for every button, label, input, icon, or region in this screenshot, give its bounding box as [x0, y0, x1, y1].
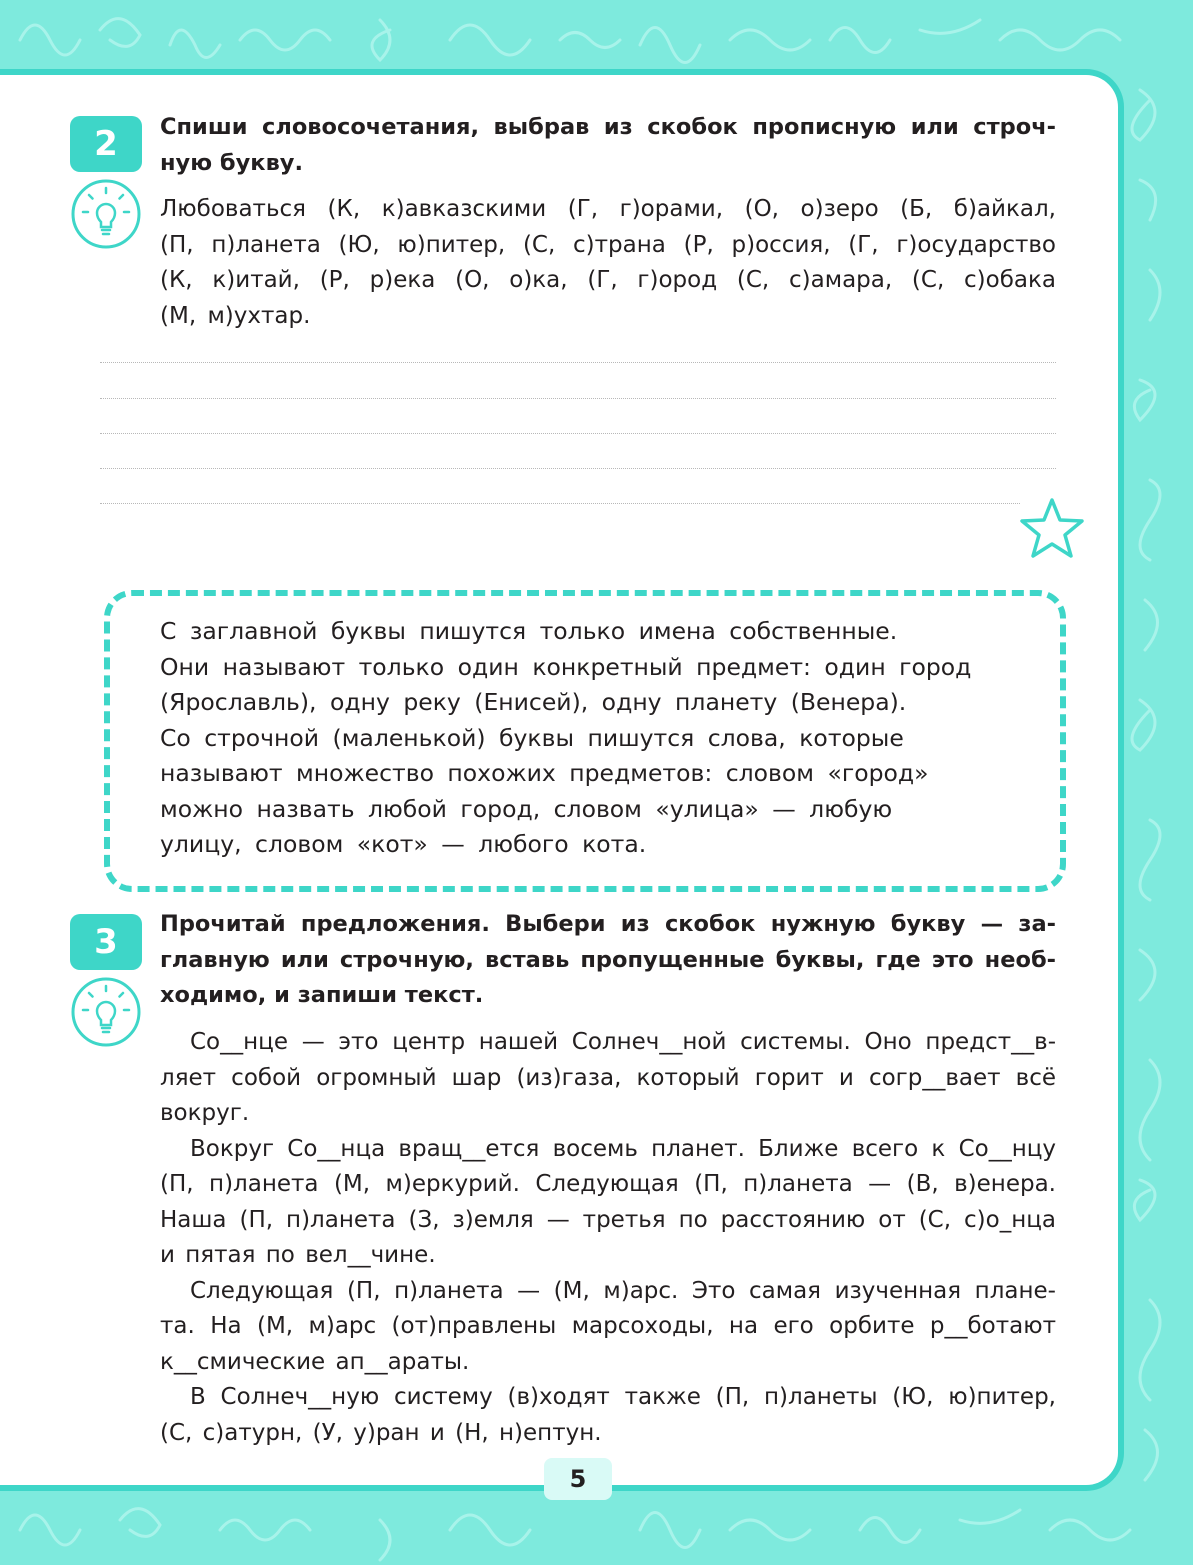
task2-title-line: ную букву. [160, 149, 304, 176]
task3-text-line: Со__нце — это центр нашей Солнеч__ной системы. Оно предст__в- [190, 1029, 1056, 1055]
task3-text-line: Наша (П, п)ланета (З, з)емля — третья по расстоянию от (С, с)о_нца [160, 1206, 1056, 1233]
writing-line[interactable] [100, 433, 1056, 434]
task3-text-line: Вокруг Со__нца вращ__ется восемь планет. Ближе всего к Со__нцу [190, 1135, 1056, 1162]
task3-text-line: (С, с)атурн, (У, у)ран и (Н, н)ептун. [160, 1419, 602, 1446]
task-number-badge: 3 [70, 914, 142, 970]
task3-text-line: В Солнеч__ную систему (в)ходят также (П, п)ланеты (Ю, ю)питер, [190, 1384, 1056, 1410]
task2-text-line: (М, м)ухтар. [160, 302, 311, 329]
task3-text-line: к__смические ап__араты. [160, 1348, 470, 1375]
task2-text-line: (К, к)итай, (Р, р)ека (О, о)ка, (Г, г)ород (С, с)амара, (С, с)обака [160, 267, 1056, 293]
task2-text-line: Любоваться (К, к)авказскими (Г, г)орами, (О, о)зеро (Б, б)айкал, [160, 196, 1056, 222]
task3-title [160, 907, 1056, 1014]
page-number: 5 [544, 1458, 612, 1500]
rule-line: называют множество похожих предметов: словом «город» [160, 759, 929, 787]
star-icon [1018, 496, 1086, 560]
rule-line: С заглавной буквы пишутся только имена собственные. [160, 617, 898, 645]
task3-text [160, 1025, 1056, 1451]
task3-text-line: (П, п)ланета (М, м)еркурий. Следующая (П, п)ланета — (В, в)енера. [160, 1171, 1056, 1197]
task2-title [160, 110, 1056, 181]
rule-text [160, 614, 1030, 863]
writing-line[interactable] [100, 398, 1056, 399]
lightbulb-icon [70, 976, 142, 1048]
task2-title-line: Спиши словосочетания, выбрав из скобок прописную или строч- [160, 114, 1056, 140]
task2-text-line: (П, п)ланета (Ю, ю)питер, (С, с)трана (Р, р)оссия, (Г, г)осударство [160, 231, 1056, 258]
task3-title-line: Прочитай предложения. Выбери из скобок нужную букву — за- [160, 911, 1056, 937]
task3-text-line: Следующая (П, п)ланета — (М, м)арс. Это самая изученная плане- [190, 1277, 1056, 1304]
rule-line: можно назвать любой город, словом «улица» — любую [160, 794, 893, 823]
task2-text [160, 192, 1056, 334]
writing-line[interactable] [100, 468, 1056, 469]
writing-line[interactable] [100, 362, 1056, 363]
task3-text-line: вокруг. [160, 1100, 250, 1126]
task3-title-line: ходимо, и запиши текст. [160, 982, 484, 1008]
writing-line[interactable] [100, 503, 1020, 504]
task3-text-line: и пятая по вел__чине. [160, 1242, 436, 1268]
rule-line: Со строчной (маленькой) буквы пишутся слова, которые [160, 723, 904, 752]
task3-title-line: главную или строчную, вставь пропущенные буквы, где это необ- [160, 946, 1056, 973]
rule-line: (Ярославль), одну реку (Енисей), одну планету (Венера). [160, 688, 907, 716]
task3-text-line: та. На (М, м)арс (от)правлены марсоходы, на его орбите р__ботают [160, 1313, 1056, 1339]
lightbulb-icon [70, 178, 142, 250]
task3-text-line: ляет собой огромный шар (из)газа, который горит и согр__вает всё [160, 1064, 1056, 1091]
rule-line: Они называют только один конкретный предмет: один город [160, 652, 972, 681]
rule-line: улицу, словом «кот» — любого кота. [160, 830, 647, 858]
task-number-badge: 2 [70, 116, 142, 172]
